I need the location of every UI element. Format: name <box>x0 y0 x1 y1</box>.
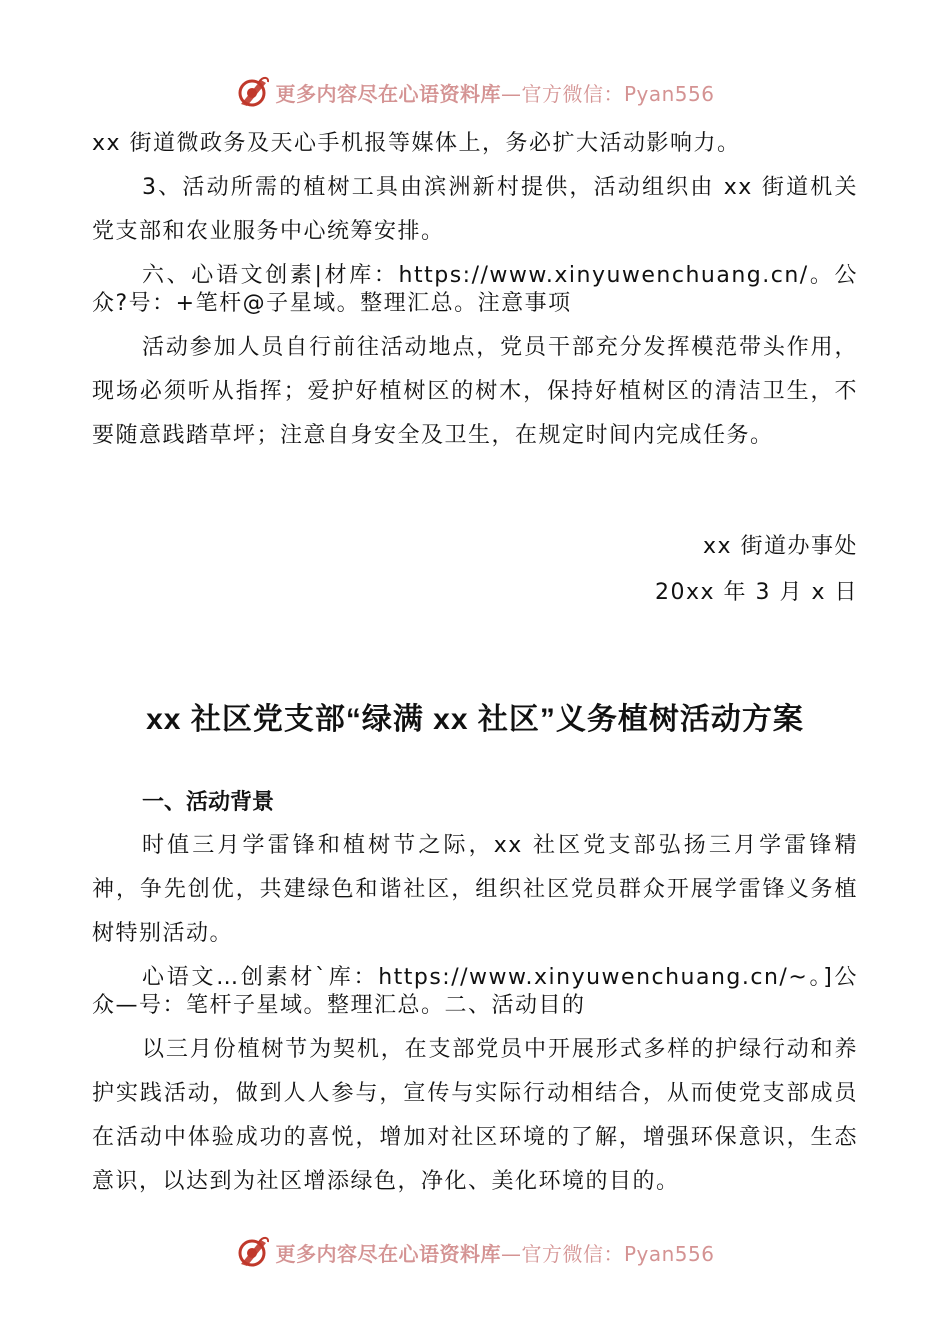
paragraph-background: 时值三月学雷锋和植树节之际，xx 社区党支部弘扬三月学雷锋精神，争先创优，共建绿色和谐社区，组织社区党员群众开展学雷锋义务植树特别活动。 <box>92 833 858 946</box>
paragraph-attention-items: 活动参加人员自行前往活动地点，党员干部充分发挥模范带头作用，现场必须听从指挥；爱护好植树区的树木，保持好植树区的清洁卫生，不要随意践踏草坪；注意自身安全及卫生，在规定时间内完成任务。 <box>92 335 858 448</box>
paragraph-tools-arrangement: 3、活动所需的植树工具由滨洲新村提供，活动组织由 xx 街道机关党支部和农业服务中心统筹安排。 <box>92 175 858 244</box>
signature-date: 20xx 年 3 月 x 日 <box>654 580 858 605</box>
previous-document-continuation <box>92 122 858 616</box>
paragraph-purpose: 以三月份植树节为契机，在支部党员中开展形式多样的护绿行动和养护实践活动，做到人人参与，宣传与实际行动相结合，从而使党支部成员在活动中体验成功的喜悦，增加对社区环境的了解，增强环保意识，生态意识，以达到为社区增添绿色，净化、美化环境的目的。 <box>92 1037 858 1194</box>
footer-contact-text: —官方微信：Pyan556 <box>500 1241 715 1266</box>
header-brand-text: 更多内容尽在心语资料库 <box>275 81 501 106</box>
document-title-block <box>92 694 858 738</box>
header-banner <box>0 72 950 112</box>
header-contact-text: —官方微信：Pyan556 <box>500 81 715 106</box>
pen-circle-logo-icon <box>235 1234 271 1270</box>
section-heading-background: 一、活动背景 <box>142 789 275 814</box>
paragraph-media-continuation: xx 街道微政务及天心手机报等媒体上，务必扩大活动影响力。 <box>92 131 741 156</box>
paragraph-source-and-purpose-heading: 心语文…创素材`库：https://www.xinyuwenchuang.cn/~。]公众—号：笔杆子星域。整理汇总。二、活动目的 <box>92 965 858 1018</box>
footer-banner <box>0 1232 950 1272</box>
document-title: xx 社区党支部“绿满 xx 社区”义务植树活动方案 <box>146 703 804 736</box>
paragraph-section-six: 六、心语文创素|材库：https://www.xinyuwenchuang.cn/。公众?号：+笔杆@子星域。整理汇总。注意事项 <box>92 263 858 316</box>
pen-circle-logo-icon <box>235 74 271 110</box>
second-document-body <box>92 780 858 1204</box>
footer-brand-text: 更多内容尽在心语资料库 <box>275 1241 501 1266</box>
signature-office: xx 街道办事处 <box>702 534 858 559</box>
